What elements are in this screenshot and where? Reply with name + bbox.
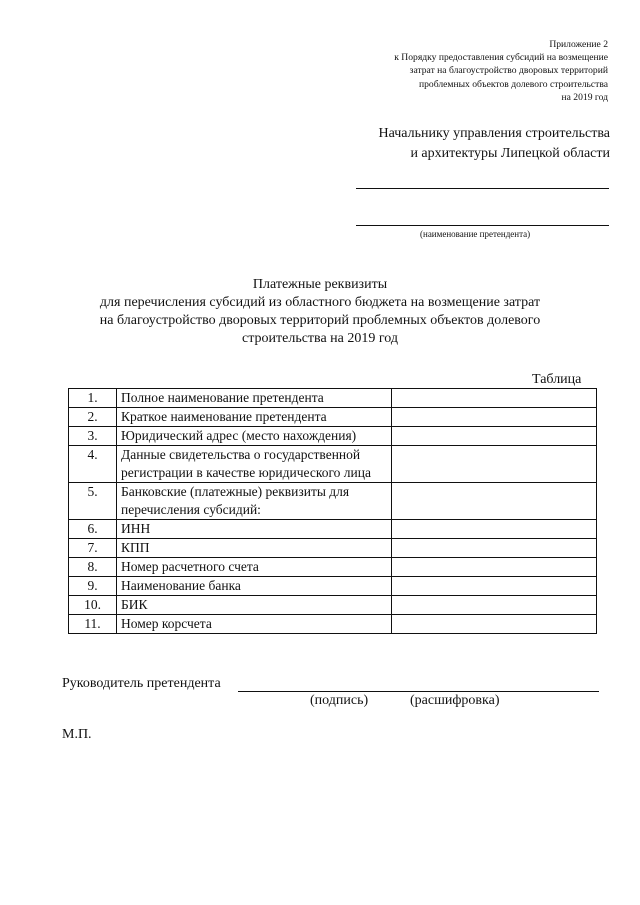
row-label: Полное наименование претендента bbox=[117, 389, 392, 408]
signature-caption: (подпись) bbox=[310, 693, 369, 708]
row-label: БИК bbox=[117, 596, 392, 615]
row-value[interactable] bbox=[392, 427, 597, 446]
seal-mark: М.П. bbox=[62, 727, 92, 742]
row-label: Юридический адрес (место нахождения) bbox=[117, 427, 392, 446]
addressee-line-1: Начальнику управления строительства bbox=[378, 126, 610, 141]
row-label: Данные свидетельства о государственной регистрации в качестве юридического лица bbox=[117, 446, 392, 483]
row-number: 7. bbox=[69, 539, 117, 558]
appendix-line: проблемных объектов долевого строительства bbox=[418, 78, 608, 90]
row-number: 10. bbox=[69, 596, 117, 615]
row-number: 5. bbox=[69, 483, 117, 520]
signature-line bbox=[238, 691, 599, 692]
table-row bbox=[69, 427, 597, 446]
row-value[interactable] bbox=[392, 539, 597, 558]
row-label: Номер корсчета bbox=[117, 615, 392, 634]
applicant-name-line-2 bbox=[356, 225, 609, 226]
table-row bbox=[69, 596, 597, 615]
addressee-line-2: и архитектуры Липецкой области bbox=[410, 146, 610, 161]
table-row bbox=[69, 539, 597, 558]
title-line-1: Платежные реквизиты bbox=[252, 277, 388, 292]
table-row bbox=[69, 520, 597, 539]
table-row bbox=[69, 483, 597, 520]
title-line-4: строительства на 2019 год bbox=[242, 331, 398, 346]
table-row bbox=[69, 558, 597, 577]
applicant-name-line-1 bbox=[356, 188, 609, 189]
row-number: 11. bbox=[69, 615, 117, 634]
row-label: Краткое наименование претендента bbox=[117, 408, 392, 427]
row-number: 1. bbox=[69, 389, 117, 408]
row-number: 6. bbox=[69, 520, 117, 539]
appendix-line: на 2019 год bbox=[561, 91, 608, 103]
row-label: ИНН bbox=[117, 520, 392, 539]
appendix-header bbox=[308, 38, 608, 104]
row-number: 4. bbox=[69, 446, 117, 483]
row-value[interactable] bbox=[392, 483, 597, 520]
addressee-block bbox=[290, 124, 610, 164]
table-row bbox=[69, 389, 597, 408]
decoding-caption: (расшифровка) bbox=[410, 693, 500, 708]
row-label: Наименование банка bbox=[117, 577, 392, 596]
title-line-2: для перечисления субсидий из областного бюджета на возмещение затрат bbox=[99, 295, 541, 310]
row-number: 8. bbox=[69, 558, 117, 577]
row-value[interactable] bbox=[392, 446, 597, 483]
row-label: КПП bbox=[117, 539, 392, 558]
row-value[interactable] bbox=[392, 389, 597, 408]
row-value[interactable] bbox=[392, 577, 597, 596]
table-label: Таблица bbox=[532, 372, 582, 387]
applicant-name-caption: (наименование претендента) bbox=[420, 229, 531, 239]
row-value[interactable] bbox=[392, 408, 597, 427]
row-label: Банковские (платежные) реквизиты для перечисления субсидий: bbox=[117, 483, 392, 520]
table-row bbox=[69, 446, 597, 483]
table-row bbox=[69, 615, 597, 634]
appendix-title: Приложение 2 bbox=[549, 39, 608, 50]
signature-label: Руководитель претендента bbox=[62, 676, 221, 691]
row-value[interactable] bbox=[392, 558, 597, 577]
document-title bbox=[60, 276, 580, 348]
row-value[interactable] bbox=[392, 615, 597, 634]
row-label: Номер расчетного счета bbox=[117, 558, 392, 577]
appendix-line: к Порядку предоставления субсидий на возмещение bbox=[394, 52, 608, 64]
row-value[interactable] bbox=[392, 520, 597, 539]
table-row bbox=[69, 577, 597, 596]
row-value[interactable] bbox=[392, 596, 597, 615]
row-number: 2. bbox=[69, 408, 117, 427]
row-number: 9. bbox=[69, 577, 117, 596]
requisites-table bbox=[68, 388, 597, 634]
row-number: 3. bbox=[69, 427, 117, 446]
appendix-line: затрат на благоустройство дворовых территорий bbox=[409, 65, 608, 77]
table-row bbox=[69, 408, 597, 427]
title-line-3: на благоустройство дворовых территорий проблемных объектов долевого bbox=[99, 313, 541, 328]
